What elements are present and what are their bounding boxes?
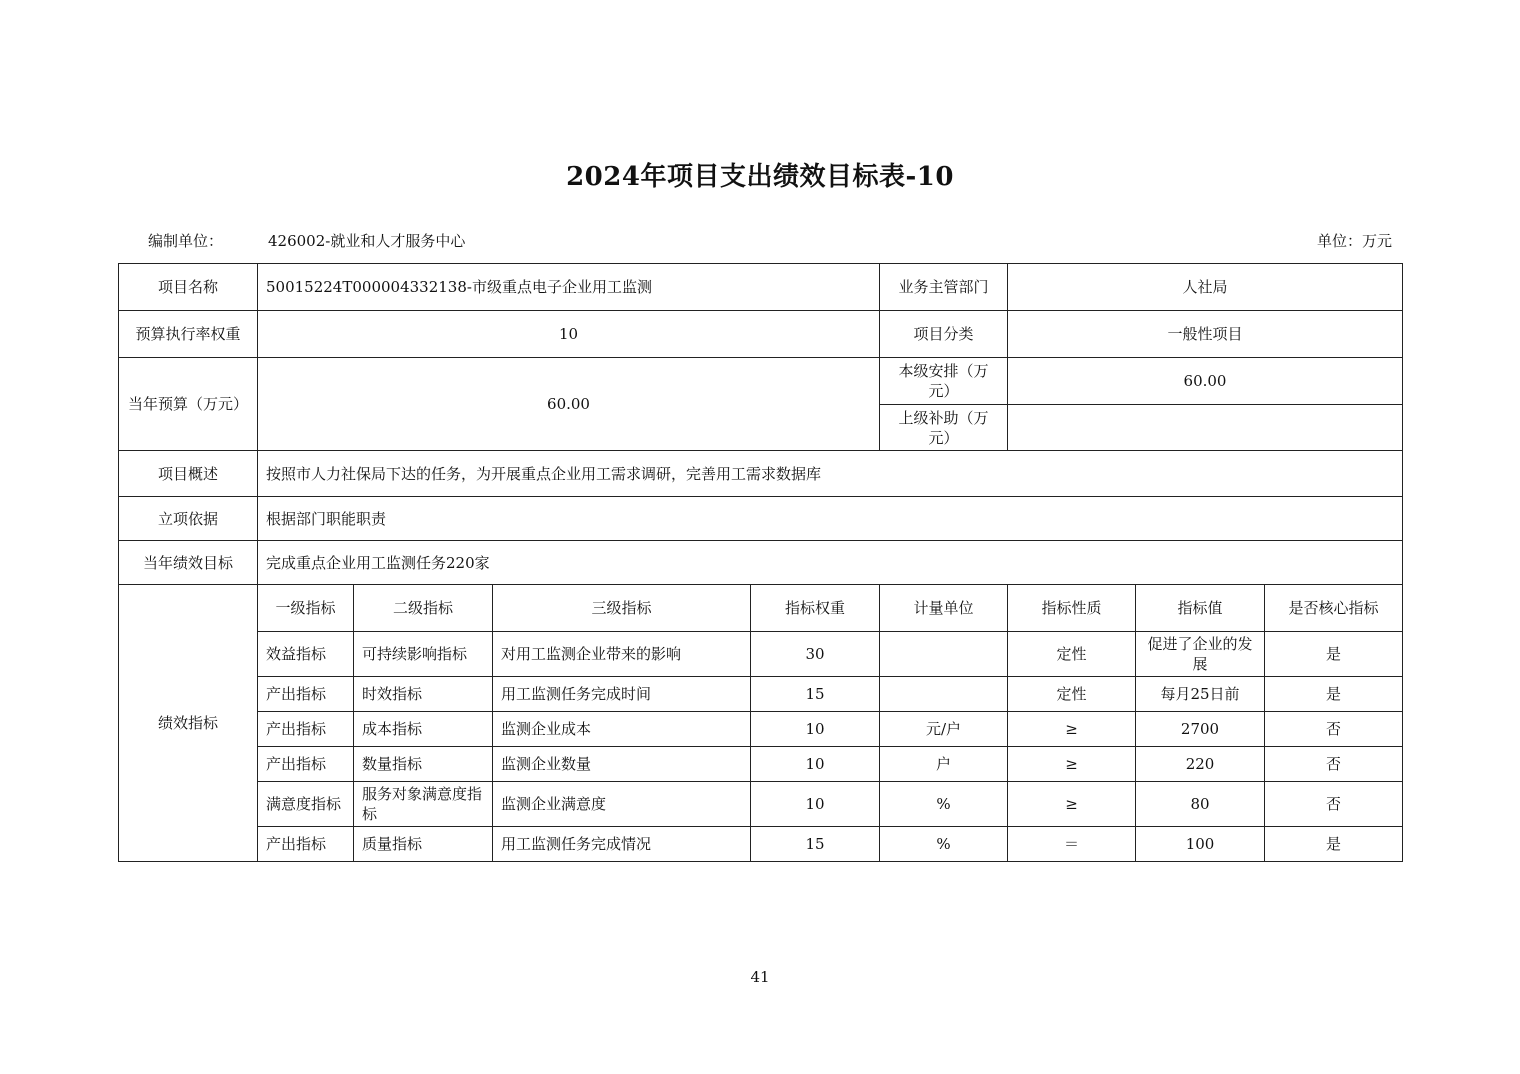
local-label: 本级安排（万元） (880, 358, 1008, 405)
indicator-value: 2700 (1136, 712, 1265, 747)
header-cell: 一级指标 (258, 585, 354, 632)
indicator-l1: 产出指标 (258, 712, 354, 747)
goal-value: 完成重点企业用工监测任务220家 (258, 541, 1403, 585)
indicator-weight: 10 (751, 782, 880, 827)
perf-label: 绩效指标 (119, 585, 258, 862)
budget-value: 60.00 (258, 358, 880, 451)
indicator-core: 是 (1265, 677, 1403, 712)
indicator-nature: 定性 (1008, 677, 1136, 712)
indicator-l1: 产出指标 (258, 827, 354, 862)
indicator-weight: 30 (751, 632, 880, 677)
indicator-core: 是 (1265, 827, 1403, 862)
indicator-unit (880, 677, 1008, 712)
indicator-weight: 15 (751, 677, 880, 712)
performance-target-table (118, 263, 1403, 862)
indicator-value: 每月25日前 (1136, 677, 1265, 712)
budget-label: 当年预算（万元） (119, 358, 258, 451)
indicator-core: 否 (1265, 747, 1403, 782)
dept-value: 人社局 (1008, 264, 1403, 311)
row-overview (119, 451, 1403, 497)
header-cell: 计量单位 (880, 585, 1008, 632)
row-project-name (119, 264, 1403, 311)
indicator-unit: % (880, 782, 1008, 827)
indicator-row (119, 712, 1403, 747)
indicator-value: 220 (1136, 747, 1265, 782)
overview-value: 按照市人力社保局下达的任务，为开展重点企业用工需求调研，完善用工需求数据库 (258, 451, 1403, 497)
indicator-weight: 10 (751, 712, 880, 747)
basis-value: 根据部门职能职责 (258, 497, 1403, 541)
indicator-weight: 10 (751, 747, 880, 782)
upper-value (1008, 405, 1403, 451)
indicator-row (119, 747, 1403, 782)
currency-unit: 单位：万元 (1316, 232, 1392, 250)
indicator-row (119, 827, 1403, 862)
compiling-unit-label: 编制单位： (148, 232, 224, 250)
indicator-l2: 数量指标 (354, 747, 493, 782)
indicator-core: 是 (1265, 632, 1403, 677)
page-number: 41 (750, 968, 770, 986)
weight-value: 10 (258, 311, 880, 358)
header-cell: 指标性质 (1008, 585, 1136, 632)
indicator-unit: % (880, 827, 1008, 862)
indicator-unit: 元/户 (880, 712, 1008, 747)
indicator-value: 促进了企业的发展 (1136, 632, 1265, 677)
indicator-l2: 质量指标 (354, 827, 493, 862)
indicator-l1: 产出指标 (258, 677, 354, 712)
indicator-l2: 时效指标 (354, 677, 493, 712)
indicator-core: 否 (1265, 712, 1403, 747)
indicator-nature: ≥ (1008, 747, 1136, 782)
indicator-core: 否 (1265, 782, 1403, 827)
row-budget-weight (119, 311, 1403, 358)
indicator-l1: 满意度指标 (258, 782, 354, 827)
indicator-l2: 成本指标 (354, 712, 493, 747)
indicator-value: 80 (1136, 782, 1265, 827)
basis-label: 立项依据 (119, 497, 258, 541)
header-cell: 指标权重 (751, 585, 880, 632)
indicator-nature: 定性 (1008, 632, 1136, 677)
indicator-l3: 用工监测任务完成情况 (493, 827, 751, 862)
header-cell: 是否核心指标 (1265, 585, 1403, 632)
category-value: 一般性项目 (1008, 311, 1403, 358)
header-cell: 三级指标 (493, 585, 751, 632)
indicator-weight: 15 (751, 827, 880, 862)
category-label: 项目分类 (880, 311, 1008, 358)
indicator-row (119, 782, 1403, 827)
indicator-unit: 户 (880, 747, 1008, 782)
indicator-l3: 监测企业成本 (493, 712, 751, 747)
indicator-l3: 监测企业数量 (493, 747, 751, 782)
project-name-value: 50015224T000004332138-市级重点电子企业用工监测 (258, 264, 880, 311)
indicator-nature: ≥ (1008, 712, 1136, 747)
header-cell: 指标值 (1136, 585, 1265, 632)
row-budget-local (119, 358, 1403, 405)
indicator-l3: 对用工监测企业带来的影响 (493, 632, 751, 677)
goal-label: 当年绩效目标 (119, 541, 258, 585)
project-name-label: 项目名称 (119, 264, 258, 311)
indicator-l1: 产出指标 (258, 747, 354, 782)
indicator-value: 100 (1136, 827, 1265, 862)
page-title: 2024年项目支出绩效目标表-10 (566, 162, 954, 192)
compiling-unit-value: 426002-就业和人才服务中心 (268, 232, 466, 250)
indicator-l3: 用工监测任务完成时间 (493, 677, 751, 712)
indicator-nature: ＝ (1008, 827, 1136, 862)
overview-label: 项目概述 (119, 451, 258, 497)
indicator-l3: 监测企业满意度 (493, 782, 751, 827)
indicator-l2: 服务对象满意度指标 (354, 782, 493, 827)
dept-label: 业务主管部门 (880, 264, 1008, 311)
indicator-row (119, 632, 1403, 677)
indicator-row (119, 677, 1403, 712)
indicator-nature: ≥ (1008, 782, 1136, 827)
row-basis (119, 497, 1403, 541)
upper-label: 上级补助（万元） (880, 405, 1008, 451)
local-value: 60.00 (1008, 358, 1403, 405)
header-cell: 二级指标 (354, 585, 493, 632)
weight-label: 预算执行率权重 (119, 311, 258, 358)
indicator-header-row (119, 585, 1403, 632)
indicator-l1: 效益指标 (258, 632, 354, 677)
row-goal (119, 541, 1403, 585)
indicator-unit (880, 632, 1008, 677)
indicator-l2: 可持续影响指标 (354, 632, 493, 677)
